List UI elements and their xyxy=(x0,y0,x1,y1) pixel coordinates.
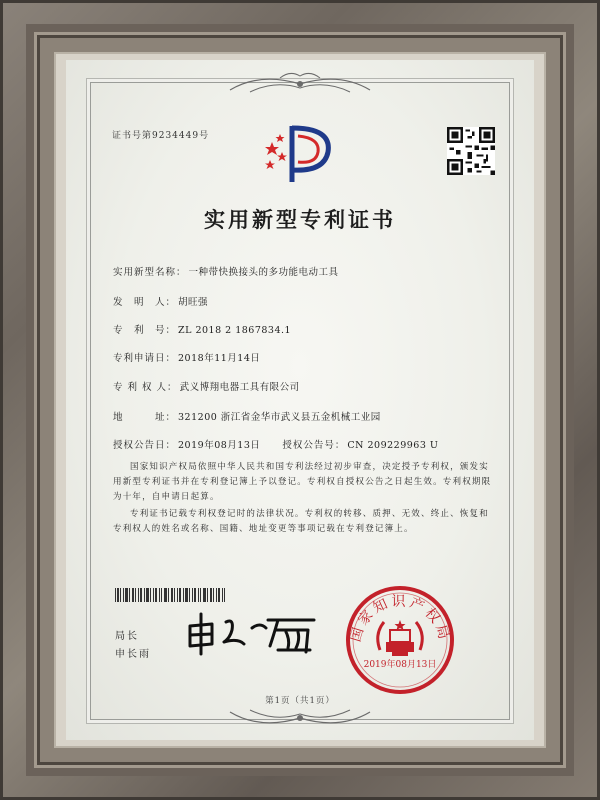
body-paragraph-1: 国家知识产权局依照中华人民共和国专利法经过初步审查，决定授予专利权，颁发实用新型专利证书并在专利登记簿上予以登记。专利权自授权公告之日起生效。专利权期限为十年，自申请日起算。 xyxy=(113,462,492,502)
field-value: 2018年11月14日 xyxy=(178,353,261,364)
seal-text: 国家知识产权局 xyxy=(347,594,453,644)
bottom-ornament-icon xyxy=(220,704,380,732)
top-ornament-icon xyxy=(220,70,380,98)
barcode-icon xyxy=(115,588,225,602)
field-patentee xyxy=(113,379,300,393)
field-label: 授权公告日： xyxy=(113,440,177,451)
handwritten-signature-icon xyxy=(182,608,322,658)
field-value: 2019年08月13日 xyxy=(178,440,261,451)
field-label: 地 址： xyxy=(113,412,177,423)
field-label: 授权公告号： xyxy=(282,440,346,451)
field-value: ZL 2018 2 1867834.1 xyxy=(178,325,292,336)
certificate-number: 证书号第9234449号 xyxy=(112,131,210,141)
field-patent-number xyxy=(113,322,291,336)
official-seal-icon xyxy=(344,584,456,696)
certificate-title: 实用新型专利证书 xyxy=(204,207,396,232)
field-label: 实用新型名称： xyxy=(113,267,187,278)
field-value: 胡旺强 xyxy=(178,297,209,308)
field-label: 专 利 权 人： xyxy=(113,382,178,393)
field-label: 专 利 号： xyxy=(113,325,177,336)
field-address xyxy=(113,409,381,423)
field-value: 321200 浙江省金华市武义县五金机械工业园 xyxy=(178,412,381,423)
field-filing-date xyxy=(113,350,260,364)
seal-date: 2019年08月13日 xyxy=(363,660,437,670)
field-inventor xyxy=(113,294,208,308)
field-label: 专利申请日： xyxy=(113,353,177,364)
field-label: 发 明 人： xyxy=(113,297,177,308)
patent-office-logo-icon xyxy=(258,120,338,190)
signature-title: 局长 xyxy=(115,631,139,642)
field-value: 武义博翔电器工具有限公司 xyxy=(179,382,300,393)
page-number: 第1页（共1页） xyxy=(265,696,335,706)
field-grant-info xyxy=(113,437,438,451)
field-value: 一种带快换接头的多功能电动工具 xyxy=(188,267,339,278)
qr-code-icon xyxy=(447,127,495,175)
body-paragraph-2: 专利证书记载专利权登记时的法律状况。专利权的转移、质押、无效、终止、恢复和专利权人的姓名或名称、国籍、地址变更等事项记载在专利登记簿上。 xyxy=(113,509,489,534)
field-value: CN 209229963 U xyxy=(347,440,439,451)
signature-name: 申长雨 xyxy=(115,649,151,660)
field-utility-name xyxy=(113,264,339,278)
